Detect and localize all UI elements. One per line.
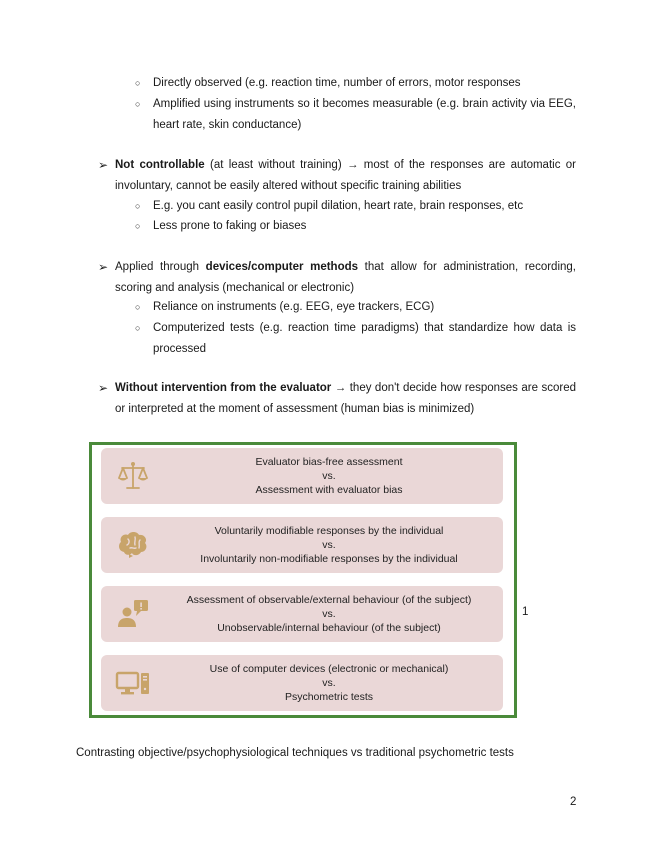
list-item: E.g. you cant easily control pupil dilation, heart rate, brain responses, etc xyxy=(153,200,524,212)
card-text xyxy=(161,448,497,504)
comparison-card xyxy=(101,655,503,711)
comparison-card xyxy=(101,448,503,504)
computer-icon xyxy=(115,665,151,701)
list-item xyxy=(115,155,576,196)
card-vs: vs. xyxy=(322,470,336,482)
comparison-card xyxy=(101,517,503,573)
person-speech-icon xyxy=(115,596,151,632)
circle-bullet: ○ xyxy=(135,221,141,231)
card-line: Involuntarily non-modifiable responses by the individual xyxy=(200,553,458,565)
arrow-bullet: ➢ xyxy=(98,158,109,172)
list-text: Applied through xyxy=(115,261,206,273)
card-vs: vs. xyxy=(322,608,336,620)
list-item: Computerized tests (e.g. reaction time paradigms) that standardize how data is processed xyxy=(153,322,576,355)
card-vs: vs. xyxy=(322,677,336,689)
bold-term: Not controllable xyxy=(115,159,205,171)
card-line: Voluntarily modifiable responses by the individual xyxy=(214,525,444,537)
card-line: Assessment with evaluator bias xyxy=(255,484,403,496)
card-line: Psychometric tests xyxy=(284,691,374,703)
list-item: Directly observed (e.g. reaction time, number of errors, motor responses xyxy=(153,77,521,89)
card-line: Evaluator bias-free assessment xyxy=(255,456,403,468)
circle-bullet: ○ xyxy=(135,99,141,109)
figure-caption: Contrasting objective/psychophysiological techniques vs traditional psychometric tests xyxy=(76,747,514,759)
card-text xyxy=(161,517,497,573)
arrow-bullet: ➢ xyxy=(98,260,109,274)
card-line: Assessment of observable/external behaviour (of the subject) xyxy=(186,594,472,606)
list-item: Less prone to faking or biases xyxy=(153,220,307,232)
card-line: Use of computer devices (electronic or mechanical) xyxy=(209,663,449,675)
comparison-card xyxy=(101,586,503,642)
card-line: Unobservable/internal behaviour (of the subject) xyxy=(217,622,441,634)
list-item xyxy=(115,257,576,298)
list-item: Amplified using instruments so it becomes measurable (e.g. brain activity via EEG, heart rate, skin conductance) xyxy=(153,98,576,131)
list-item xyxy=(115,378,576,419)
card-text xyxy=(161,655,497,711)
card-text xyxy=(161,586,497,642)
list-text: that allow for administration, recording, scoring and analysis (mechanical or electronic) xyxy=(115,261,576,294)
list-text: → they don't decide how responses are scored or interpreted at the moment of assessment (human bias is minimized) xyxy=(115,382,576,415)
circle-bullet: ○ xyxy=(135,302,141,312)
card-vs: vs. xyxy=(322,539,336,551)
figure-number: 1 xyxy=(522,606,529,618)
bold-term: Without intervention from the evaluator xyxy=(115,382,332,394)
circle-bullet: ○ xyxy=(135,323,141,333)
brain-icon xyxy=(115,527,151,563)
list-text: (at least without training) → most of the responses are automatic or involuntary, cannot be easily altered without specific training abilities xyxy=(115,159,576,192)
comparison-figure xyxy=(89,442,517,718)
page-number: 2 xyxy=(570,796,577,808)
list-item: Reliance on instruments (e.g. EEG, eye trackers, ECG) xyxy=(153,301,435,313)
circle-bullet: ○ xyxy=(135,78,141,88)
circle-bullet: ○ xyxy=(135,201,141,211)
bold-term: devices/computer methods xyxy=(205,261,359,273)
scales-icon xyxy=(115,458,151,494)
arrow-bullet: ➢ xyxy=(98,381,109,395)
